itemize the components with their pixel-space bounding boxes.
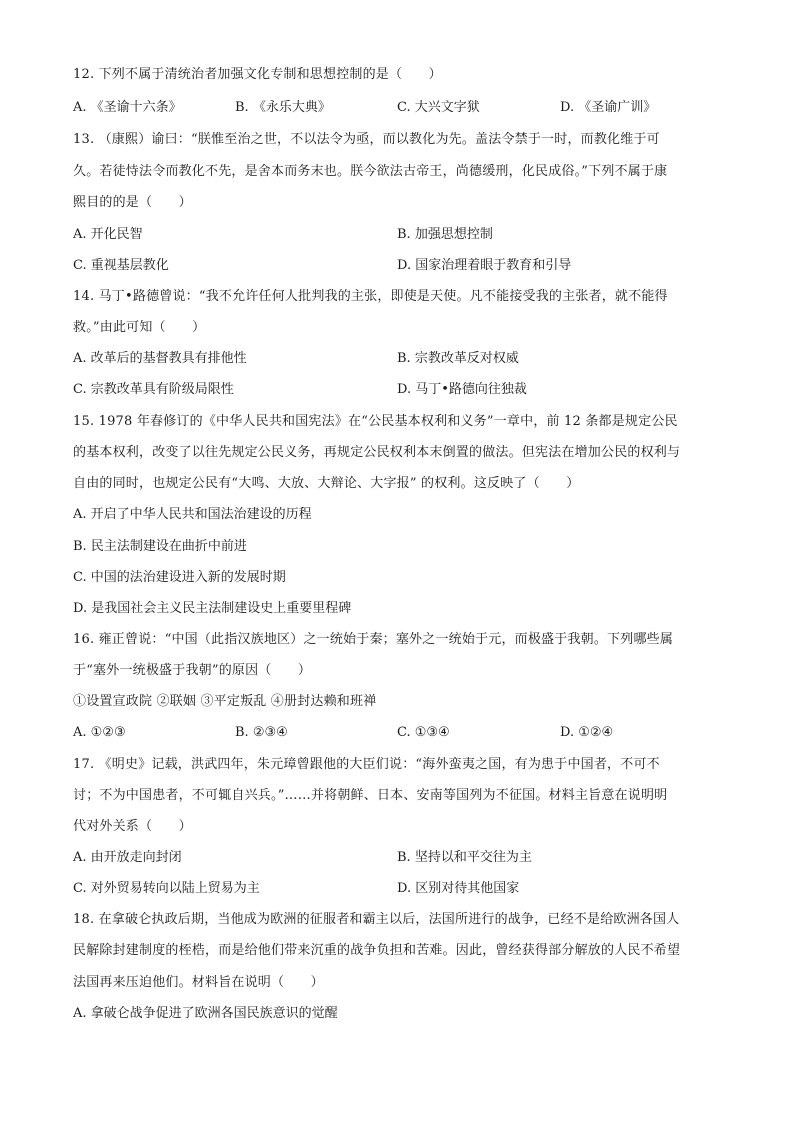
question-17-stem-line-1: 17. 《明史》记载，洪武四年，朱元璋曾跟他的大臣们说：“海外蛮夷之国，有为患于中国者，不可不: [73, 757, 660, 772]
question-12-option-b: B. 《永乐大典》: [235, 100, 331, 115]
question-18-stem-line-1: 18. 在拿破仑执政后期，当他成为欧洲的征服者和霸主以后，法国所进行的战争，已经不是给欧洲各国人: [73, 912, 680, 927]
question-14-option-a: A. 改革后的基督教具有排他性: [73, 351, 247, 366]
question-15-option-c: C. 中国的法治建设进入新的发展时期: [73, 570, 286, 585]
question-15-option-a: A. 开启了中华人民共和国法治建设的历程: [73, 507, 312, 522]
question-18-stem-line-2: 民解除封建制度的桎梏，而是给他们带来沉重的战争负担和苦难。因此，曾经获得部分解放的人民不希望: [73, 943, 681, 958]
question-15-option-b: B. 民主法制建设在曲折中前进: [73, 539, 247, 554]
question-15-stem-line-1: 15. 1978 年春修订的《中华人民共和国宪法》在“公民基本权利和义务”一章中，前 12 条都是规定公民: [73, 414, 678, 429]
question-17-option-a: A. 由开放走向封闭: [73, 850, 182, 865]
question-13-option-c: C. 重视基层教化: [73, 258, 169, 273]
question-17-stem-line-2: 讨；不为中国患者，不可辄自兴兵。”……并将朝鲜、日本、安南等国列为不征国。材料主旨意在说明明: [73, 788, 668, 803]
question-16-stem-line-1: 16. 雍正曾说：“中国（此指汉族地区）之一统始于秦；塞外之一统始于元，而极盛于我朝。下列哪些属: [73, 632, 674, 647]
question-14-option-d: D. 马丁•路德向往独裁: [397, 382, 527, 397]
question-13-option-d: D. 国家治理着眼于教育和引导: [397, 258, 572, 273]
question-16-option-c: C. ①③④: [397, 725, 450, 740]
question-16-stem-line-2: 于“塞外一统极盛于我朝”的原因（ ）: [73, 663, 312, 678]
question-17-stem-line-3: 代对外关系（ ）: [73, 819, 192, 834]
question-17-option-c: C. 对外贸易转向以陆上贸易为主: [73, 881, 260, 896]
question-13-option-a: A. 开化民智: [73, 227, 143, 242]
question-12-option-a: A. 《圣谕十六条》: [73, 100, 182, 115]
question-14-stem-line-2: 救。”由此可知（ ）: [73, 320, 206, 335]
question-13-stem-line-1: 13. （康熙）谕曰：“朕惟至治之世，不以法令为亟，而以教化为先。盖法令禁于一时，而教化维于可: [73, 132, 660, 147]
question-16-option-a: A. ①②③: [73, 725, 126, 740]
question-13-stem-line-2: 久。若徒恃法令而教化不先，是舍本而务末也。朕今欲法古帝王，尚德缓刑，化民成俗。”下列不属于康: [73, 164, 668, 179]
question-16-option-b: B. ②③④: [235, 725, 288, 740]
question-14-option-b: B. 宗教改革反对权威: [397, 351, 519, 366]
question-13-stem-line-3: 熙目的的是（ ）: [73, 195, 192, 210]
question-16-option-d: D. ①②④: [560, 725, 614, 740]
question-14-option-c: C. 宗教改革具有阶级局限性: [73, 382, 234, 397]
question-18-stem-line-3: 法国再来压迫他们。材料旨在说明（ ）: [73, 975, 324, 990]
question-15-stem-line-3: 自由的同时，也规定公民有“大鸣、大放、大辩论、大字报” 的权利。这反映了（ ）: [73, 476, 580, 491]
question-13-option-b: B. 加强思想控制: [397, 227, 493, 242]
question-15-option-d: D. 是我国社会主义民主法制建设史上重要里程碑: [73, 601, 352, 616]
question-17-option-d: D. 区别对待其他国家: [397, 881, 520, 896]
question-12-option-d: D. 《圣谕广训》: [560, 100, 657, 115]
question-12-stem: 12. 下列不属于清统治者加强文化专制和思想控制的是（ ）: [73, 67, 442, 82]
question-12-option-c: C. 大兴文字狱: [397, 100, 480, 115]
question-16-choices-list: ①设置宣政院 ②联姻 ③平定叛乱 ④册封达赖和班禅: [73, 694, 377, 709]
question-14-stem-line-1: 14. 马丁•路德曾说：“我不允许任何人批判我的主张，即使是天使。凡不能接受我的主张者，就不能得: [73, 289, 668, 304]
question-17-option-b: B. 坚持以和平交往为主: [397, 850, 532, 865]
question-15-stem-line-2: 的基本权利，改变了以往先规定公民义务，再规定公民权利本末倒置的做法。但宪法在增加公民的权利与: [73, 445, 681, 460]
question-18-option-a: A. 拿破仑战争促进了欧洲各国民族意识的觉醒: [73, 1006, 338, 1021]
